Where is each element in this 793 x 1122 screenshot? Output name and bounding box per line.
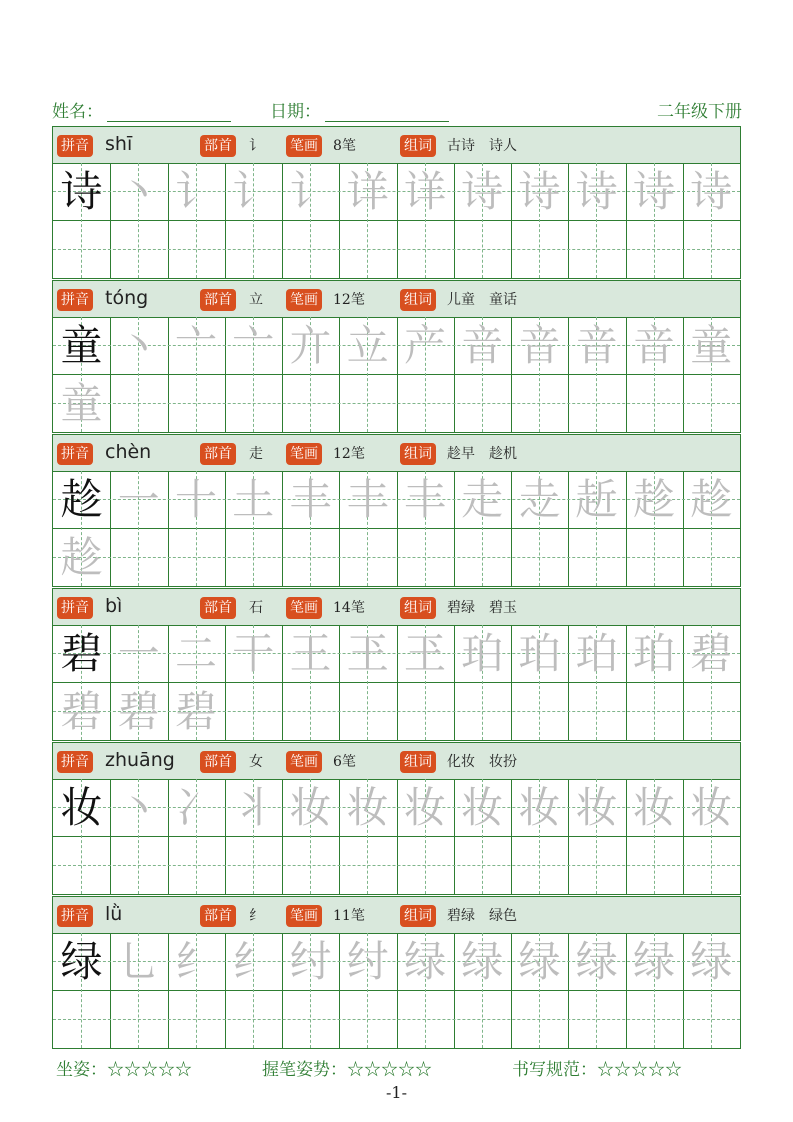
stroke-step-character: 详 — [403, 167, 446, 216]
stroke-step-character: 二 — [174, 629, 217, 678]
trace-character: 碧 — [117, 687, 160, 736]
character-block — [52, 280, 741, 434]
pinyin-value: chèn — [105, 441, 152, 463]
words-tag: 组词 — [400, 443, 436, 465]
character-info-bar — [52, 896, 741, 934]
name-label: 姓名： — [52, 102, 103, 122]
stroke-step-character: 碧 — [690, 629, 733, 678]
pinyin-tag: 拼音 — [57, 443, 93, 465]
strokes-value: 12笔 — [333, 292, 365, 308]
stroke-step-character: 土 — [232, 475, 275, 524]
pinyin-tag: 拼音 — [57, 751, 93, 773]
words-value: 碧绿 绿色 — [447, 908, 517, 924]
stroke-step-character: 讠 — [174, 167, 217, 216]
stroke-step-character: 十 — [174, 475, 217, 524]
character-info-bar — [52, 280, 741, 318]
words-tag: 组词 — [400, 289, 436, 311]
grip-rating: 握笔姿势：☆☆☆☆☆ — [262, 1060, 432, 1080]
writing-grid[interactable] — [52, 779, 741, 895]
name-blank[interactable] — [107, 103, 231, 122]
strokes-tag: 笔画 — [286, 443, 322, 465]
radical-value: 女 — [249, 754, 263, 770]
stroke-step-character: 讠 — [289, 167, 332, 216]
stroke-step-character: 趁 — [632, 475, 675, 524]
words-value: 化妆 妆扮 — [447, 754, 517, 770]
stroke-step-character: 一 — [117, 629, 160, 678]
words-tag: 组词 — [400, 751, 436, 773]
stroke-step-character: 珀 — [575, 629, 618, 678]
date-label: 日期： — [270, 102, 321, 122]
words-tag: 组词 — [400, 905, 436, 927]
stroke-step-character: 丶 — [117, 321, 160, 370]
words-tag: 组词 — [400, 597, 436, 619]
radical-tag: 部首 — [200, 751, 236, 773]
model-character: 诗 — [60, 167, 103, 216]
stroke-step-character: 音 — [461, 321, 504, 370]
stroke-step-character: 妆 — [575, 783, 618, 832]
strokes-tag: 笔画 — [286, 597, 322, 619]
pinyin-value: bì — [105, 595, 123, 617]
stroke-step-character: 丰 — [403, 475, 446, 524]
stroke-step-character: 乚 — [117, 937, 160, 986]
stroke-step-character: 珀 — [632, 629, 675, 678]
stroke-step-character: 趁 — [690, 475, 733, 524]
character-info-bar — [52, 126, 741, 164]
pinyin-value: zhuāng — [105, 749, 175, 771]
stroke-step-character: 王 — [289, 629, 332, 678]
stroke-step-character: 冫 — [174, 783, 217, 832]
strokes-value: 14笔 — [333, 600, 365, 616]
words-value: 碧绿 碧玉 — [447, 600, 517, 616]
stroke-step-character: 妆 — [289, 783, 332, 832]
radical-value: 讠 — [249, 138, 263, 154]
model-character: 绿 — [60, 937, 103, 986]
grade-label: 二年级下册 — [657, 102, 742, 122]
stroke-step-character: 立 — [346, 321, 389, 370]
stroke-step-character: 音 — [575, 321, 618, 370]
radical-tag: 部首 — [200, 443, 236, 465]
stroke-step-character: 诗 — [518, 167, 561, 216]
words-value: 儿童 童话 — [447, 292, 517, 308]
stroke-step-character: 诗 — [632, 167, 675, 216]
stroke-step-character: 亠 — [174, 321, 217, 370]
strokes-tag: 笔画 — [286, 905, 322, 927]
writing-grid[interactable] — [52, 933, 741, 1049]
stroke-step-character: 诗 — [461, 167, 504, 216]
model-character: 童 — [60, 321, 103, 370]
radical-tag: 部首 — [200, 597, 236, 619]
stroke-step-character: 丬 — [232, 783, 275, 832]
name-field[interactable] — [52, 97, 231, 122]
stroke-step-character: 一 — [117, 475, 160, 524]
strokes-value: 6笔 — [333, 754, 356, 770]
character-info-bar — [52, 588, 741, 626]
stroke-step-character: 丶 — [117, 167, 160, 216]
character-block — [52, 126, 741, 280]
trace-character: 童 — [60, 379, 103, 428]
stroke-step-character: 妆 — [690, 783, 733, 832]
pinyin-value: lǜ — [105, 903, 123, 925]
stroke-step-character: 干 — [232, 629, 275, 678]
radical-value: 石 — [249, 600, 263, 616]
date-blank[interactable] — [325, 103, 449, 122]
sitting-rating: 坐姿：☆☆☆☆☆ — [56, 1060, 192, 1080]
strokes-tag: 笔画 — [286, 751, 322, 773]
stroke-step-character: 玊 — [346, 629, 389, 678]
stroke-step-character: 详 — [346, 167, 389, 216]
model-character: 碧 — [60, 629, 103, 678]
strokes-tag: 笔画 — [286, 135, 322, 157]
radical-tag: 部首 — [200, 905, 236, 927]
writing-grid[interactable] — [52, 163, 741, 279]
worksheet-header — [52, 97, 742, 123]
pinyin-tag: 拼音 — [57, 597, 93, 619]
stroke-step-character: 亣 — [289, 321, 332, 370]
writing-grid[interactable] — [52, 471, 741, 587]
pinyin-tag: 拼音 — [57, 135, 93, 157]
pinyin-tag: 拼音 — [57, 289, 93, 311]
date-field[interactable] — [270, 97, 449, 122]
strokes-value: 8笔 — [333, 138, 356, 154]
trace-character: 碧 — [60, 687, 103, 736]
stroke-step-character: 妆 — [461, 783, 504, 832]
words-value: 趁早 趁机 — [447, 446, 517, 462]
stroke-step-character: 绿 — [690, 937, 733, 986]
writing-grid[interactable] — [52, 625, 741, 741]
stroke-step-character: 绿 — [518, 937, 561, 986]
character-info-bar — [52, 434, 741, 472]
stroke-step-character: 诗 — [690, 167, 733, 216]
writing-rating: 书写规范：☆☆☆☆☆ — [512, 1060, 682, 1080]
writing-grid[interactable] — [52, 317, 741, 433]
stroke-step-character: 妆 — [346, 783, 389, 832]
stroke-step-character: 玊 — [403, 629, 446, 678]
radical-tag: 部首 — [200, 135, 236, 157]
strokes-value: 11笔 — [333, 908, 365, 924]
stroke-step-character: 绿 — [403, 937, 446, 986]
character-info-bar — [52, 742, 741, 780]
stroke-step-character: 音 — [518, 321, 561, 370]
stroke-step-character: 童 — [690, 321, 733, 370]
stroke-step-character: 产 — [403, 321, 446, 370]
page-number: -1- — [386, 1083, 407, 1102]
stroke-step-character: 绿 — [461, 937, 504, 986]
stroke-step-character: 亠 — [232, 321, 275, 370]
stroke-step-character: 丰 — [289, 475, 332, 524]
radical-tag: 部首 — [200, 289, 236, 311]
stroke-step-character: 赱 — [518, 475, 561, 524]
strokes-tag: 笔画 — [286, 289, 322, 311]
stroke-step-character: 珀 — [461, 629, 504, 678]
trace-character: 碧 — [174, 687, 217, 736]
stroke-step-character: 妆 — [632, 783, 675, 832]
stroke-step-character: 绿 — [632, 937, 675, 986]
trace-character: 趁 — [60, 533, 103, 582]
stroke-step-character: 丶 — [117, 783, 160, 832]
model-character: 趁 — [60, 475, 103, 524]
stroke-step-character: 音 — [632, 321, 675, 370]
model-character: 妆 — [60, 783, 103, 832]
pinyin-tag: 拼音 — [57, 905, 93, 927]
stroke-step-character: 绿 — [575, 937, 618, 986]
stroke-step-character: 纣 — [346, 937, 389, 986]
character-block — [52, 742, 741, 896]
practice-sheet — [52, 126, 741, 1050]
stroke-step-character: 纟 — [174, 937, 217, 986]
pinyin-value: tóng — [105, 287, 149, 309]
stroke-step-character: 妆 — [518, 783, 561, 832]
character-block — [52, 434, 741, 588]
radical-value: 走 — [249, 446, 263, 462]
stroke-step-character: 诗 — [575, 167, 618, 216]
stroke-step-character: 讠 — [232, 167, 275, 216]
pinyin-value: shī — [105, 133, 133, 155]
character-block — [52, 896, 741, 1050]
radical-value: 纟 — [249, 908, 263, 924]
stroke-step-character: 纣 — [289, 937, 332, 986]
words-tag: 组词 — [400, 135, 436, 157]
stroke-step-character: 走 — [461, 475, 504, 524]
stroke-step-character: 妆 — [403, 783, 446, 832]
strokes-value: 12笔 — [333, 446, 365, 462]
character-block — [52, 588, 741, 742]
words-value: 古诗 诗人 — [447, 138, 517, 154]
stroke-step-character: 珀 — [518, 629, 561, 678]
stroke-step-character: 赾 — [575, 475, 618, 524]
stroke-step-character: 丰 — [346, 475, 389, 524]
stroke-step-character: 纟 — [232, 937, 275, 986]
radical-value: 立 — [249, 292, 263, 308]
